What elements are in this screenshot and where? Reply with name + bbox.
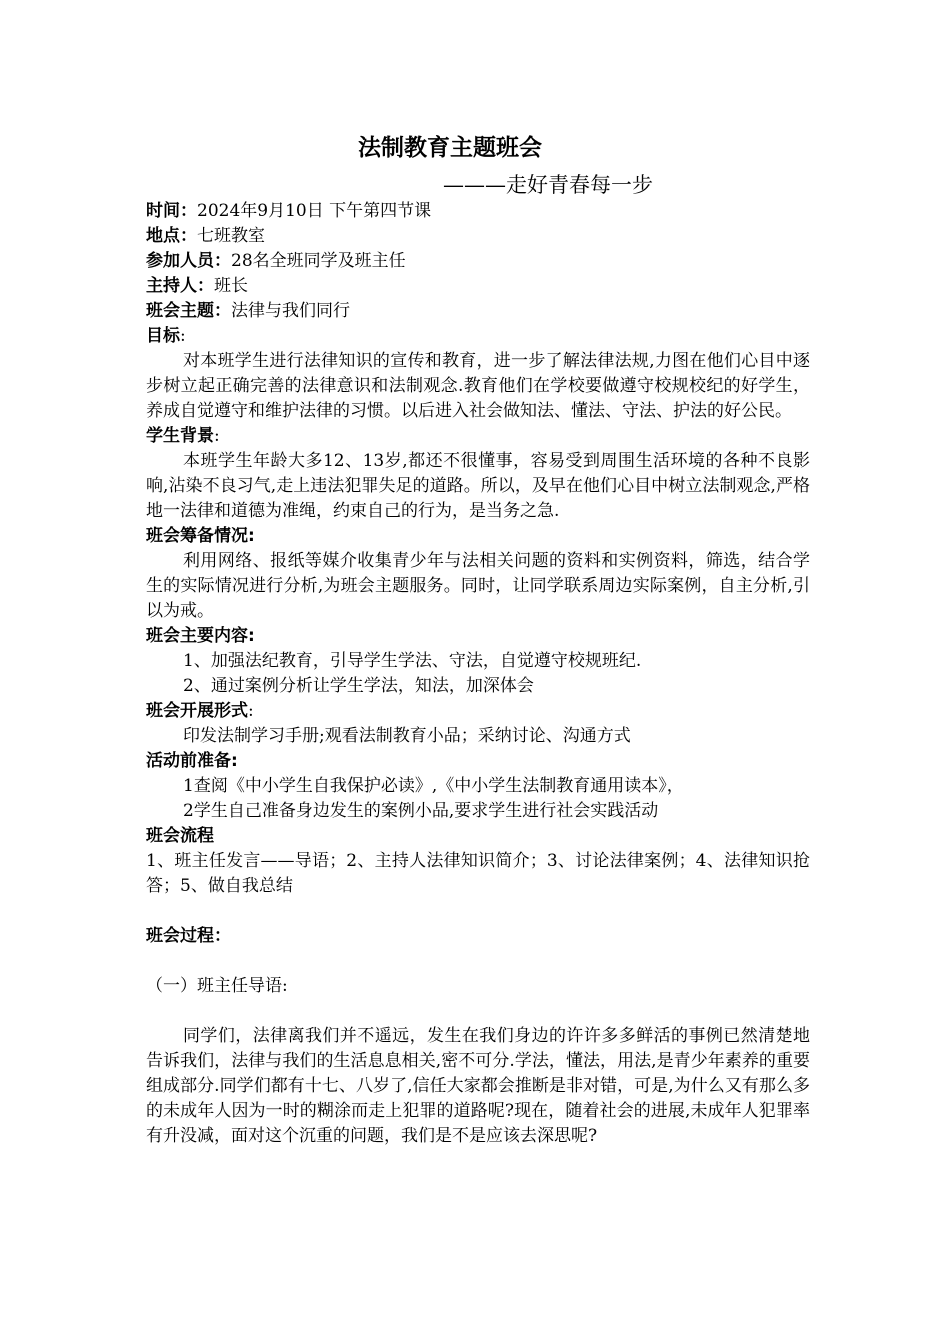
- section1-paragraph: 同学们，法律离我们并不遥远，发生在我们身边的许许多多鲜活的事例已然清楚地告诉我们，法律与我们的生活息息相关,密不可分.学法，懂法，用法,是青少年素养的重要组成部分.同学们都有十七、八岁了,信任大家都会推断是非对错，可是,为什么又有那么多的未成年人因为一时的糊涂而走上犯罪的道路呢?现在，随着社会的进展,未成年人犯罪率有升没减，面对这个沉重的问题，我们是不是应该去深思呢?: [146, 1026, 810, 1146]
- background-heading-text: 学生背景: [146, 426, 214, 446]
- preparation-paragraph: 利用网络、报纸等媒介收集青少年与法相关问题的资料和实例资料，筛选，结合学生的实际情况进行分析,为班会主题服务。同时，让同学联系周边实际案例，自主分析,引以为戒。: [146, 551, 810, 621]
- pre-activity-heading-colon: :: [231, 751, 238, 771]
- host-label: 主持人：: [146, 276, 214, 296]
- pre-activity-heading: [146, 749, 810, 774]
- participants-value: 28名全班同学及班主任: [231, 251, 406, 271]
- process-heading-text: 班会过程：: [146, 926, 231, 946]
- preparation-heading: [146, 524, 810, 549]
- main-content-heading-colon: :: [248, 626, 255, 646]
- background-paragraph: 本班学生年龄大多12、13岁,都还不很懂事，容易受到周围生活环境的各种不良影响,沾染不良习气,走上违法犯罪失足的道路。所以，及早在他们心目中树立法制观念,严格地一法律和道德为准绳，约束自己的行为，是当务之急.: [146, 451, 810, 521]
- format-text: 印发法制学习手册;观看法制教育小品；采纳讨论、沟通方式: [183, 726, 631, 746]
- preparation-heading-colon: :: [248, 526, 255, 546]
- goal-heading: [146, 324, 810, 349]
- participants-label: 参加人员：: [146, 251, 231, 271]
- time-value: 2024年9月10日 下午第四节课: [197, 201, 432, 221]
- time-label: 时间：: [146, 201, 197, 221]
- host-row: [146, 274, 810, 299]
- spacer: [146, 949, 810, 974]
- main-content-heading: [146, 624, 810, 649]
- main-content-item: 1、加强法纪教育，引导学生学法、守法，自觉遵守校规班纪.: [183, 651, 642, 671]
- format-heading: [146, 699, 810, 724]
- theme-row: [146, 299, 810, 324]
- pre-activity-item: 1查阅《中小学生自我保护必读》,《中小学生法制教育通用读本》，: [183, 776, 684, 796]
- main-content-heading-text: 班会主要内容: [146, 626, 248, 646]
- spacer: [146, 899, 810, 924]
- pre-activity-heading-text: 活动前准备: [146, 751, 231, 771]
- flow-heading: [146, 824, 810, 849]
- place-row: [146, 224, 810, 249]
- participants-row: [146, 249, 810, 274]
- flow-heading-text: 班会流程: [146, 826, 214, 846]
- background-heading: [146, 424, 810, 449]
- place-label: 地点：: [146, 226, 197, 246]
- flow-paragraph: 1、班主任发言——导语；2、主持人法律知识简介；3、讨论法律案例；4、法律知识抢答；5、做自我总结: [146, 851, 810, 896]
- theme-label: 班会主题：: [146, 301, 231, 321]
- process-heading: [146, 924, 810, 949]
- goal-heading-colon: :: [180, 326, 186, 346]
- document-body: [146, 199, 810, 1149]
- document-subtitle: ———走好青春每一步: [443, 173, 653, 197]
- background-heading-colon: :: [214, 426, 220, 446]
- time-row: [146, 199, 810, 224]
- format-heading-colon: :: [248, 701, 254, 721]
- place-value: 七班教室: [197, 226, 265, 246]
- spacer: [146, 999, 810, 1024]
- theme-value: 法律与我们同行: [231, 301, 350, 321]
- host-value: 班长: [214, 276, 248, 296]
- goal-heading-text: 目标: [146, 326, 180, 346]
- pre-activity-item: 2学生自己准备身边发生的案例小品,要求学生进行社会实践活动: [183, 801, 659, 821]
- format-heading-text: 班会开展形式: [146, 701, 248, 721]
- section1-title: （一）班主任导语:: [146, 976, 288, 996]
- preparation-heading-text: 班会筹备情况: [146, 526, 248, 546]
- document-title: 法制教育主题班会: [358, 135, 542, 161]
- main-content-item: 2、通过案例分析让学生学法，知法，加深体会: [183, 676, 534, 696]
- goal-paragraph: 对本班学生进行法律知识的宣传和教育，进一步了解法律法规,力图在他们心目中逐步树立起正确完善的法律意识和法制观念.教育他们在学校要做遵守校规校纪的好学生，养成自觉遵守和维护法律的习惯。以后进入社会做知法、懂法、守法、护法的好公民。: [146, 351, 810, 421]
